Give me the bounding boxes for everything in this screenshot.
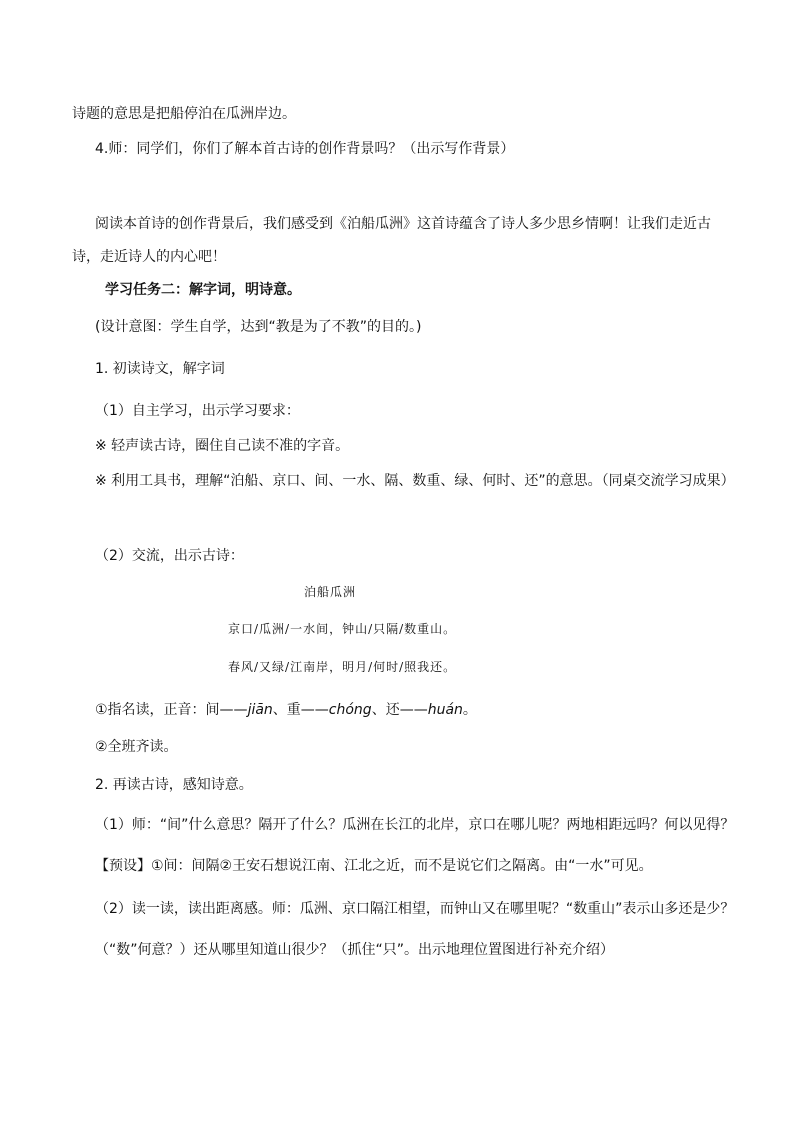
paragraph-title-meaning: 诗题的意思是把船停泊在瓜洲岸边。 [72, 106, 296, 122]
pinyin-prefix: ①指名读，正音：间—— [95, 702, 248, 718]
requirement-1: ※ 轻声读古诗，圈住自己读不准的字音。 [95, 438, 350, 454]
pinyin-correction [95, 700, 734, 720]
pinyin-jian: jiān [247, 702, 273, 718]
preset-answer: 【预设】①间：间隔②王安石想说江南、江北之近，而不是说它们之隔离。由“一水”可见。 [95, 858, 653, 874]
subsection-1-2: （2）交流，出示古诗： [95, 548, 244, 564]
requirement-2: ※ 利用工具书，理解“泊船、京口、间、一水、隔、数重、绿、何时、还”的意思。（同桌交流学习成果） [95, 473, 735, 489]
pinyin-end: 。 [462, 702, 477, 718]
paragraph-background: 阅读本首诗的创作背景后，我们感受到《泊船瓜洲》这首诗蕴含了诗人多少思乡情啊！让我们走近古诗，走近诗人的内心吧！ [72, 216, 711, 265]
question-2b: （“数”何意？）还从哪里知道山很少？（抓住“只”。出示地理位置图进行补充介绍） [95, 942, 615, 958]
question-2a: （2）读一读，读出距离感。师：瓜洲、京口隔江相望，而钟山又在哪里呢？“数重山”表示山多还是少？ [95, 901, 735, 917]
pinyin-mid1: 、重—— [272, 702, 329, 718]
pinyin-huan: huán [427, 702, 463, 718]
question-1: （1）师：“间”什么意思？隔开了什么？瓜洲在长江的北岸，京口在哪儿呢？两地相距远吗？何以见得？ [95, 817, 735, 833]
section-1-heading: 1. 初读诗文，解字词 [95, 361, 225, 377]
section-2-heading: 2. 再读古诗，感知诗意。 [95, 777, 253, 793]
poem-title: 泊船瓜洲 [304, 585, 357, 599]
poem-line-2: 春风/又绿/江南岸，明月/何时/照我还。 [228, 660, 457, 674]
design-intent: (设计意图：学生自学，达到“教是为了不教”的目的。) [95, 319, 422, 335]
pinyin-chong: chóng [328, 702, 372, 718]
subsection-1-1: （1）自主学习，出示学习要求： [95, 403, 300, 419]
poem-line-1: 京口/瓜洲/一水间，钟山/只隔/数重山。 [228, 622, 457, 636]
read-together: ②全班齐读。 [95, 739, 178, 755]
pinyin-mid2: 、还—— [371, 702, 428, 718]
paragraph-teacher-question: 4.师：同学们，你们了解本首古诗的创作背景吗？（出示写作背景） [95, 141, 515, 157]
task2-heading: 学习任务二：解字词，明诗意。 [105, 282, 301, 298]
